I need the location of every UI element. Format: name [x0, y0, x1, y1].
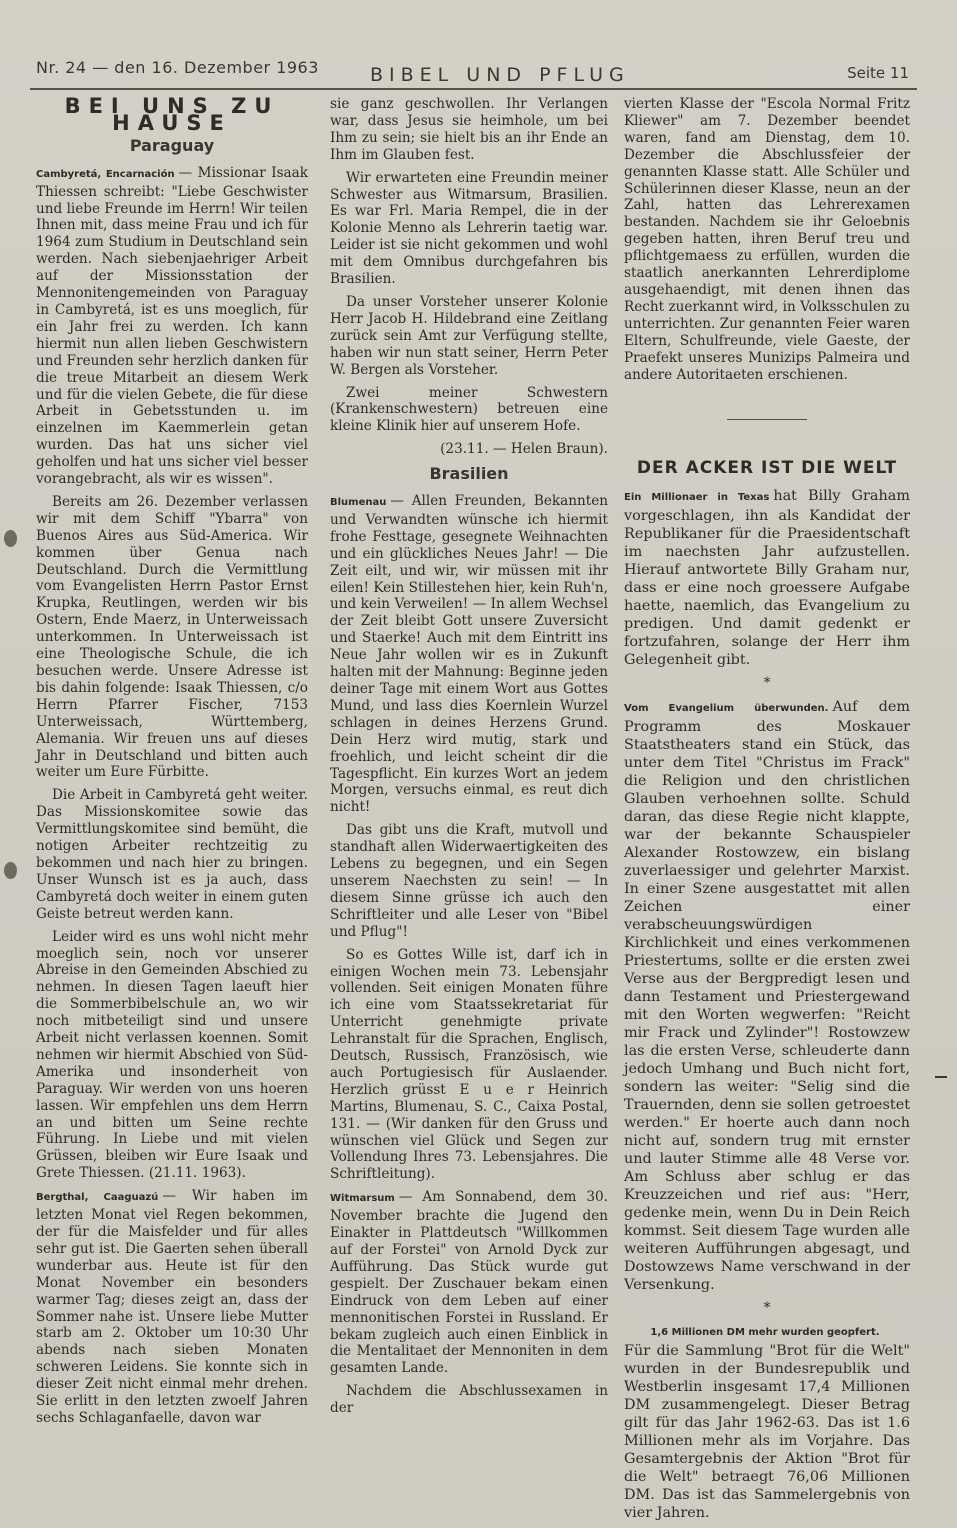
issue-date: Nr. 24 — den 16. Dezember 1963 — [36, 58, 319, 77]
article-paragraph: Das gibt uns die Kraft, mutvoll und standhaft allen Widerwaertigkeiten des Lebens zu begegnen, und ein Segen unserem Naechsten zu sein! — In diesem Sinne grüsse ich auch den Schriftleiter und alle Leser von "Bibel und Pflug"! — [330, 822, 608, 940]
item-lead: Vom Evangelium überwunden. — [624, 703, 829, 715]
margin-dash — [935, 1076, 947, 1078]
article-paragraph — [624, 698, 910, 1294]
dateline: Cambyretá, Encarnación — [36, 168, 175, 180]
star-separator: * — [763, 675, 771, 692]
article-paragraph — [330, 1189, 608, 1377]
article-paragraph: Wir erwarteten eine Freundin meiner Schwester aus Witmarsum, Brasilien. Es war Frl. Maria Rempel, die in der Kolonie Menno als Lehrerin taetig war. Leider ist sie nicht gekommen und wohl mit dem Omnibus durchgefahren bis Brasilien. — [330, 169, 608, 288]
article-paragraph: vierten Klasse der "Escola Normal Fritz Kliewer" am 7. Dezember beendet waren, fand am Dienstag, dem 10. Dezember die Abschlussfeier der genannten Klasse statt. Alle Schüler und Schülerinnen dieser Klasse, neun an der Zahl, hatten das Lehrerexamen bestanden. Nachdem sie ihr Geloebnis gegeben hatten, ihren Beruf treu und pflichtgemaess zu erfüllen, wurden die staatlich anerkannten Lehrerdiplome ausgehaendigt, mit denen ihnen das Recht zuerkannt wird, in Volksschulen zu unterrichten. Zur genannten Feier waren Eltern, Schulfreunde, viele Gaeste, der Praefekt unseres Munizips Palmeira und andere Autoritaeten erschienen. — [624, 96, 910, 383]
article-paragraph: Für die Sammlung "Brot für die Welt" wurden in der Bundesrepublik und Westberlin insgesamt 17,4 Millionen DM zusammengelegt. Dieser Betrag gilt für das Jahr 1962-63. Das ist 1.6 Millionen mehr als im Vorjahre. Das Gesamtergebnis der Aktion "Brot für die Welt" betraegt 76,06 Millionen DM. Das ist das Sammelergebnis von vier Jahren. — [624, 1343, 910, 1522]
dateline: Witmarsum — [330, 1193, 395, 1205]
article-paragraph: sie ganz geschwollen. Ihr Verlangen war, dass Jesus sie heimhole, um bei Ihm zu sein; sie hielt bis an ihr Ende an Ihm im Glauben fest. — [330, 96, 608, 163]
article-paragraph — [36, 165, 308, 488]
star-separator: * — [763, 1300, 771, 1317]
section-title: BEI UNS ZU HAUSE — [64, 94, 280, 135]
section-divider — [727, 419, 807, 420]
masthead — [30, 54, 917, 90]
article-paragraph: Zwei meiner Schwestern (Krankenschwestern) betreuen eine kleine Klinik hier auf unserem Hofe. — [330, 384, 608, 435]
article-paragraph: So es Gottes Wille ist, darf ich in einigen Wochen mein 73. Lebensjahr vollenden. Seit einigen Monaten führe ich eine vom Staatssekretariat für Unterricht genehmigte private Lehranstalt für die Sprachen, Englisch, Deutsch, Russisch, Französisch, wie auch Portugiesisch für Auslaender. Herzlich grüsst E u e r Heinrich Martins, Blumenau, S. C., Caixa Postal, 131. — (Wir danken für den Gruss und wünschen viel Glück und Segen zur Vollendung Ihres 73. Lebensjahres. Die Schriftleitung). — [330, 946, 608, 1183]
dateline: Bergthal, Caaguazú — [36, 1192, 159, 1204]
item-lead: 1,6 Millionen DM mehr wurden geopfert. — [650, 1327, 880, 1339]
paragraph-text: — Wir haben im letzten Monat viel Regen bekommen, der für die Maisfelder und für alles sehr gut ist. Die Gaerten sehen überall wunderbar aus. Heute ist für den Monat November ein besonders warmer Tag; dieses zeigt an, dass der Sommer nahe ist. Unsere liebe Mutter starb am 2. Oktober um 10:30 Uhr abends nach sieben Monaten schweren Leidens. Sie konnte sich in dieser Zeit nicht einmal mehr drehen. Sie erlitt in den letzten zwoelf Jahren sechs Schlaganfaelle, davon war — [36, 1188, 308, 1426]
punch-hole-icon — [4, 862, 17, 879]
paragraph-text: — Am Sonnabend, dem 30. November brachte die Jugend den Einakter in Plattdeutsch "Willkommen auf der Forstei" von Arnold Dyck zur Aufführung. Das Stück wurde gut gespielt. Der Zuschauer bekam einen Eindruck von dem Leben auf einer mennonitischen Forstei in Russland. Er bekam zugleich auch einen Einblick in die Mentalitaet der Mennoniten in dem gesamten Lande. — [330, 1189, 608, 1377]
article-paragraph: Die Arbeit in Cambyretá geht weiter. Das Missionskomitee sowie das Vermittlungskomitee sind bemüht, die notigen Arbeiter rechtzeitig zu bekommen und nach hier zu bringen. Unser Wunsch ist es ja auch, dass Cambyretá doch weiter in einem guten Geiste betreut werden kann. — [36, 787, 308, 922]
signature-line: (23.11. — Helen Braun). — [440, 441, 608, 458]
publication-title: BIBEL UND PFLUG — [370, 64, 630, 86]
article-paragraph — [36, 1188, 308, 1427]
column-3 — [624, 96, 910, 1528]
punch-hole-icon — [4, 530, 17, 547]
article-paragraph — [624, 487, 910, 669]
paragraph-text: — Allen Freunden, Bekannten und Verwandten wünsche ich hiermit frohe Festtage, gesegnete Weihnachten und ein glückliches Neues Jahr! — Die Zeit eilt, und wir, wir müssen mit ihr eilen! Kein Stillestehen hier, kein Ruh'n, und kein Verweilen! — In allem Wechsel der Zeit bleibt Gott unsere Zuversicht und Staerke! Auch mit dem Eintritt ins Neue Jahr wollen wir es in Zukunft halten mit der Mahnung: Beginne jeden deiner Tage mit einem Wort aus Gottes Mund, und lass dies Koernlein Wurzel schlagen in deines Herzens Grund. Dein Herz wird mutig, stark und froehlich, und leicht scheint dir die Tagespflicht. Ein kurzes Wort an jedem Morgen, versuchs einmal, es reut dich nicht! — [330, 493, 608, 816]
paragraph-text: Auf dem Programm des Moskauer Staatstheaters stand ein Stück, das unter dem Titel "Christus im Frack" die Religion und den christlichen Glauben verhoehnen sollte. Schuld daran, das diese Regie nicht klappte, war der bekannte Schauspieler Alexander Rostowzew, ein bislang zuverlaessiger und gelehrter Marxist. In einer Szene ausgestattet mit allen Zeichen einer verabscheuungswürdigen Kirchlichkeit und eines verkommenen Priestertums, sollte er die ersten zwei Verse aus der Bergpredigt lesen und dann Testament und Priestergewand mit den Worten wegwerfen: "Reicht mir Frack und Zylinder"! Rostowzew las die ersten Verse, schleuderte dann jedoch Umhang und Buch nicht fort, sondern las weiter: "Selig sind die Trauernden, denn sie sollen getroestet werden." Er hoerte auch dann noch nicht auf, sondern trug mit ernster und lauter Stimme alle 48 Verse vor. Am Schluss aber schlug er das Kreuzzeichen und rief aus: "Herr, gedenke mein, wenn Du in Dein Reich kommst. Seit diesem Tage wurden alle weiteren Aufführungen abgesagt, und Dostowzews Name verschwand in der Versenkung. — [624, 699, 910, 1294]
page-number: Seite 11 — [847, 64, 909, 82]
section-title-acker: DER ACKER IST DIE WELT — [636, 458, 898, 479]
dateline: Blumenau — [330, 497, 387, 509]
subheading-paraguay: Paraguay — [129, 135, 215, 155]
column-1 — [36, 96, 308, 1433]
article-paragraph: Leider wird es uns wohl nicht mehr moeglich sein, noch vor unserer Abreise in den Gemeinden Abschied zu nehmen. In diesen Tagen laeuft hier die Sommerbibelschule an, wo wir noch mitbeteiligt sind und unsere Arbeit nicht verlassen koennen. Somit nehmen wir hiermit Abschied von Süd-Amerika und insonderheit von Paraguay. Wir werden von uns hoeren lassen. Wir empfehlen uns dem Herrn an und bitten um Seine rechte Führung. In Liebe und mit vielen Grüssen, bleiben wir Eure Isaak und Grete Thiessen. (21.11. 1963). — [36, 928, 308, 1182]
column-2 — [330, 96, 608, 1423]
article-paragraph: Bereits am 26. Dezember verlassen wir mit dem Schiff "Ybarra" von Buenos Aires aus Süd-America. Wir kommen über Genua nach Deutschland. Durch die Vermittlung vom Evangelisten Herrn Pastor Ernst Krupka, Reutlingen, werden wir bis Ostern, Ende Maerz, in Unterweissach unterkommen. In Unterweissach ist eine Theologische Schule, die ich besuchen werde. Unsere Adresse ist bis dahin folgende: Isaak Thiessen, c/o Herrn Pfarrer Fischer, 7153 Unterweissach, Württemberg, Alemania. Wir freuen uns auf dieses Jahr in Deutschland und bitten auch weiter um Eure Fürbitte. — [36, 493, 308, 781]
item-lead: Ein Millionaer in Texas — [624, 492, 770, 504]
article-paragraph: Nachdem die Abschlussexamen in der — [330, 1383, 608, 1417]
article-paragraph — [330, 493, 608, 816]
article-paragraph: Da unser Vorsteher unserer Kolonie Herr Jacob H. Hildebrand eine Zeitlang zurück sein Amt zur Verfügung stellte, haben wir nun statt seiner, Herrn Peter W. Bergen als Vorsteher. — [330, 293, 608, 378]
paragraph-text: — Missionar Isaak Thiessen schreibt: "Liebe Geschwister und liebe Freunde im Herrn! Wir teilen Ihnen mit, dass meine Frau und ich für 1964 zum Studium in Deutschland sein werden. Nach siebenjaehriger Arbeit auf der Missionsstation der Mennonitengemeinden von Paraguay in Cambyretá, ist es uns moeglich, für ein Jahr frei zu werden. Ich kann hiermit nun allen lieben Geschwistern und Freunden sehr herzlich danken für die treue Mitarbeit an diesem Werk und für die vielen Gebete, die für diese Arbeit in Gebetsstunden u. im einzelnen im Kaemmerlein getan wurden. Das hat uns sicher viel geholfen und hat uns sicher viel besser vorangebracht, als wir es wissen". — [36, 164, 308, 488]
paragraph-text: hat Billy Graham vorgeschlagen, ihn als Kandidat der Republikaner für die Praesidentschaft im naechsten Jahr aufzustellen. Hierauf antwortete Billy Graham nur, dass er eine noch groessere Aufgabe haette, naemlich, das Evangelium zu predigen. Und damit gedenkt er fortzufahren, solange der Herr ihm Gelegenheit gibt. — [624, 488, 910, 669]
subheading-brasilien: Brasilien — [429, 464, 509, 484]
item-lead-line — [624, 1323, 910, 1342]
